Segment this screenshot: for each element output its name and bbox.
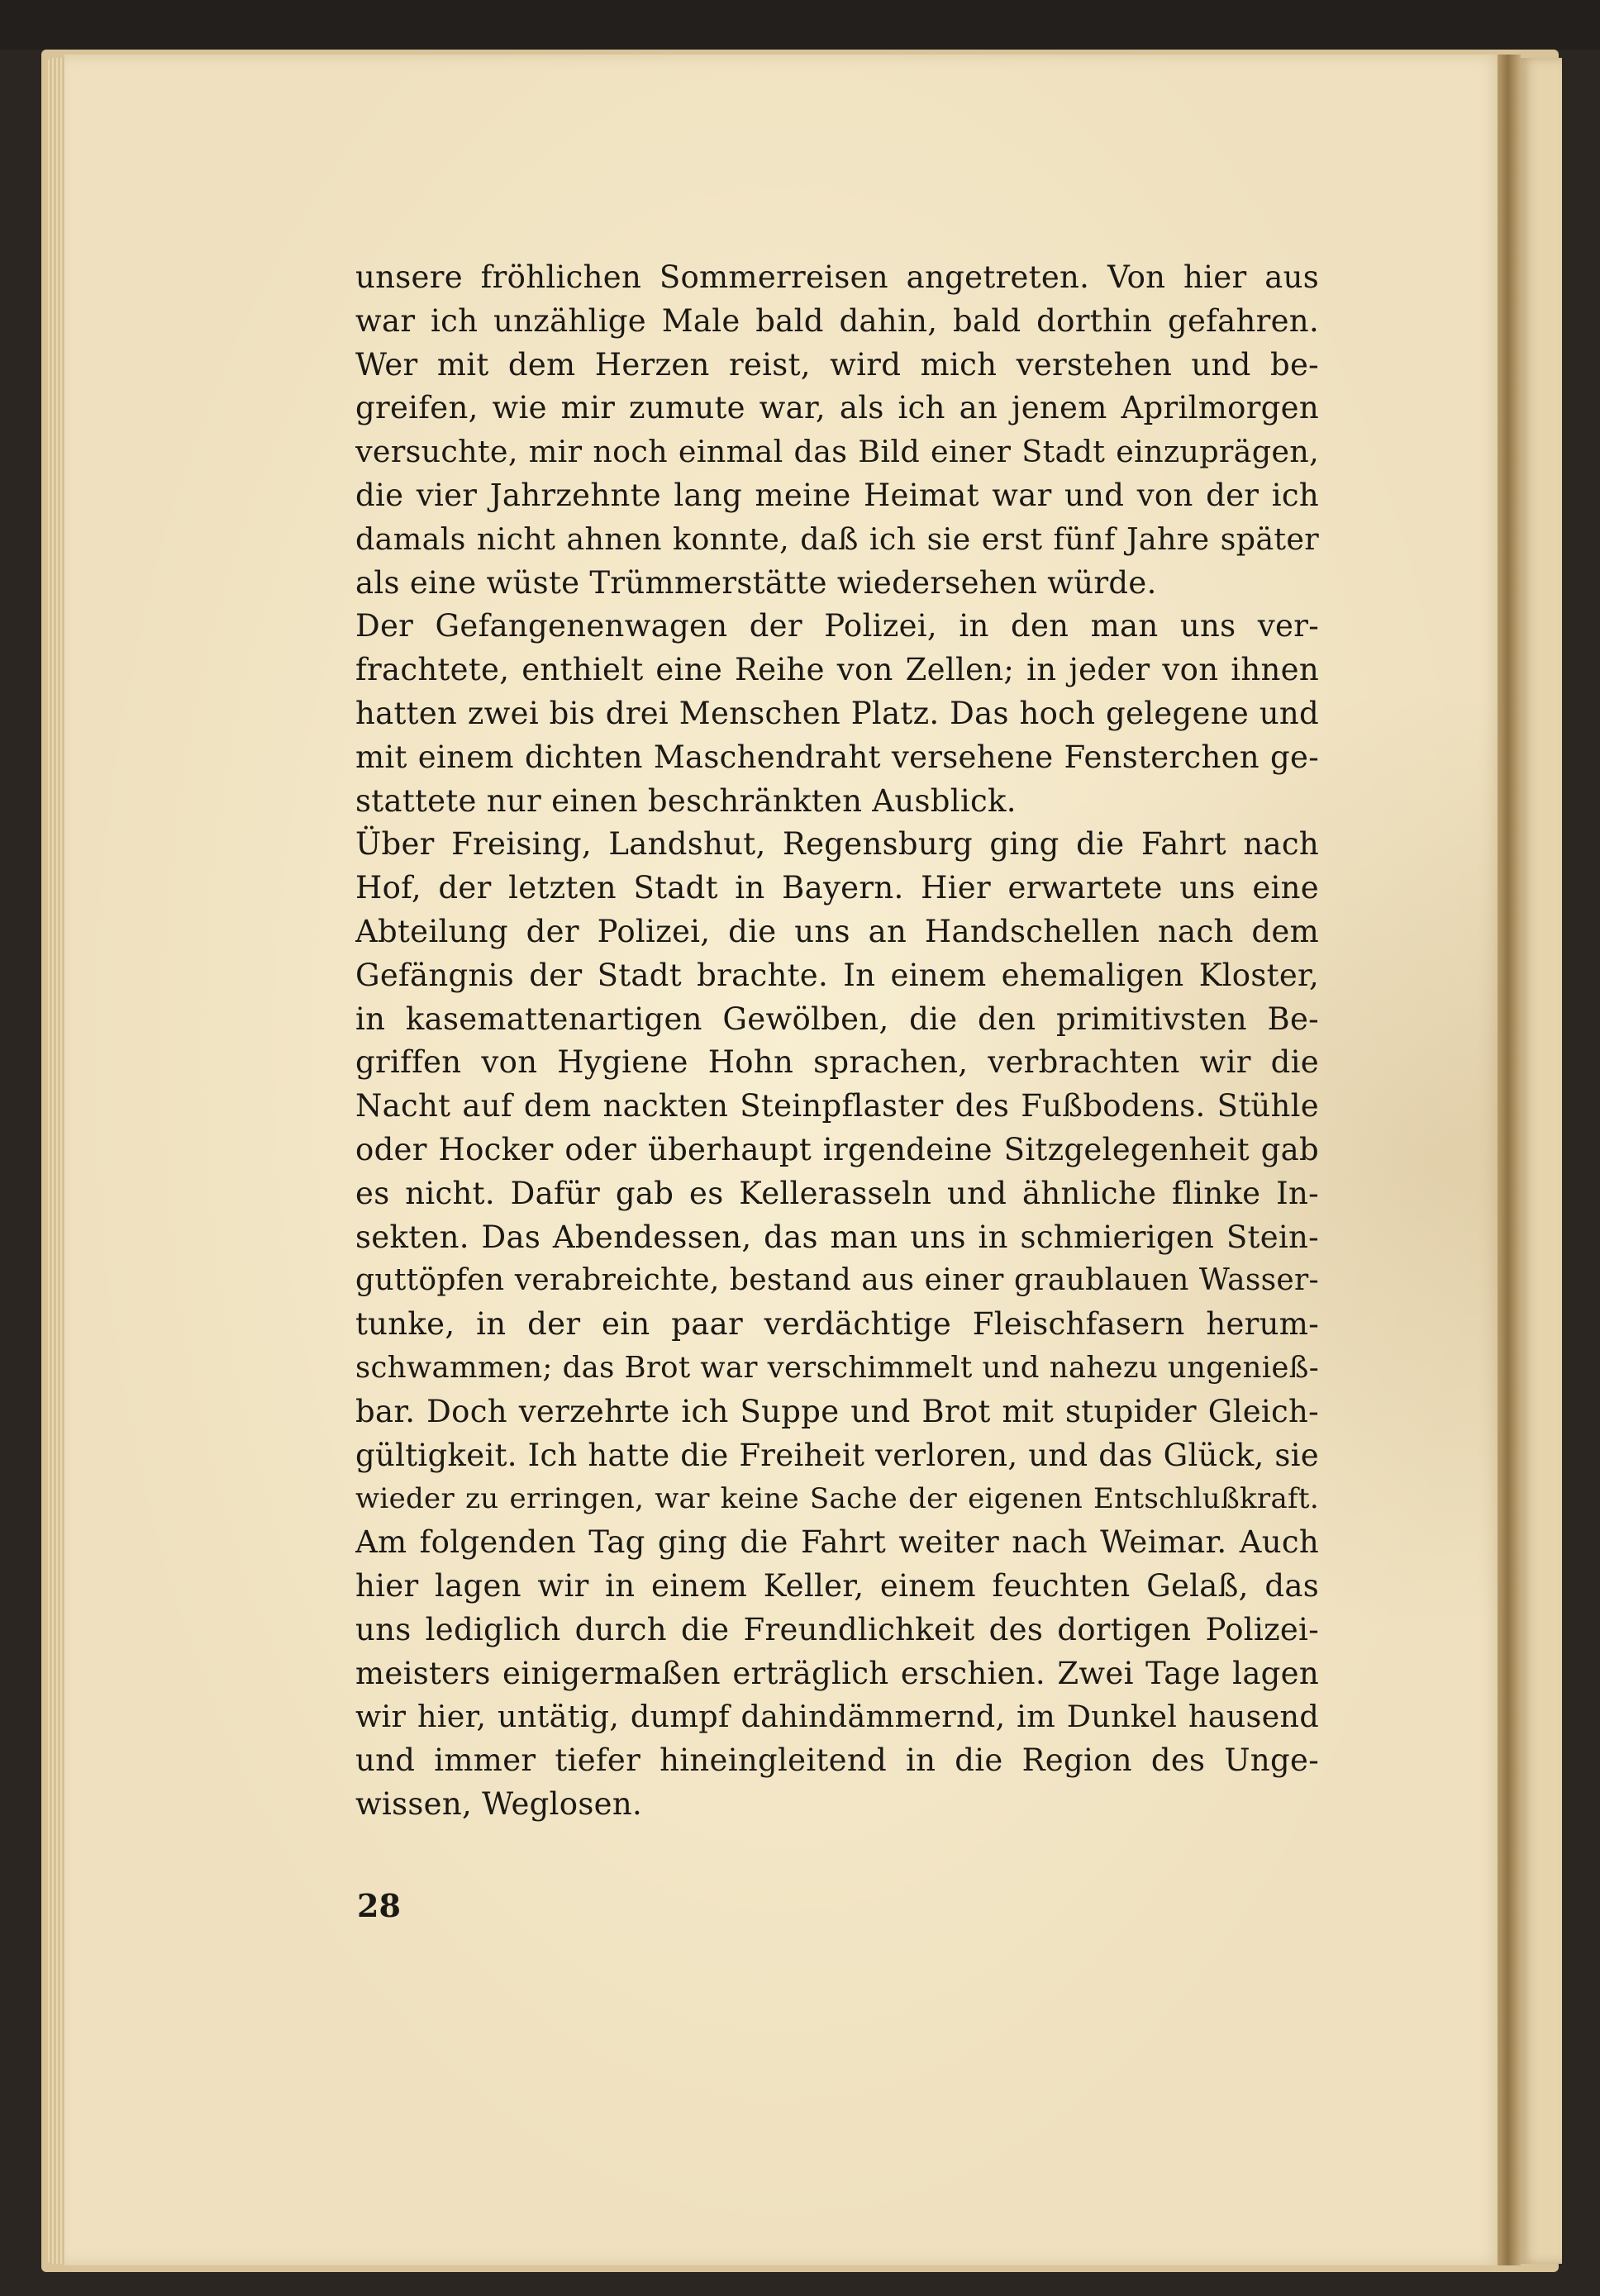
text-line: war ich unzählige Male bald dahin, bald dorthin gefahren. bbox=[355, 302, 1319, 339]
body-text bbox=[355, 256, 1319, 1827]
scan-backdrop bbox=[0, 0, 1600, 50]
facing-page-edge bbox=[1521, 58, 1562, 2264]
text-line: meisters einigermaßen erträglich erschien. Zwei Tage lagen bbox=[355, 1655, 1319, 1691]
text-line: wissen, Weglosen. bbox=[355, 1785, 643, 1822]
text-line: schwammen; das Brot war verschimmelt und nahezu ungenieß- bbox=[355, 1350, 1319, 1385]
text-line: gültigkeit. Ich hatte die Freiheit verloren, und das Glück, sie bbox=[355, 1437, 1319, 1473]
text-line: Über Freising, Landshut, Regensburg ging die Fahrt nach bbox=[355, 826, 1319, 863]
text-line: Der Gefangenenwagen der Polizei, in den man uns ver- bbox=[355, 608, 1319, 644]
text-line: tunke, in der ein paar verdächtige Fleischfasern herum- bbox=[355, 1306, 1319, 1343]
text-line: als eine wüste Trümmerstätte wiedersehen würde. bbox=[355, 564, 1157, 601]
text-line: es nicht. Dafür gab es Kellerasseln und ähnliche flinke In- bbox=[355, 1175, 1319, 1211]
text-line: hatten zwei bis drei Menschen Platz. Das hoch gelegene und bbox=[355, 695, 1319, 731]
text-line: wir hier, untätig, dumpf dahindämmernd, im Dunkel hausend bbox=[355, 1699, 1319, 1735]
text-line: sekten. Das Abendessen, das man uns in schmierigen Stein- bbox=[355, 1219, 1319, 1255]
text-line: Wer mit dem Herzen reist, wird mich verstehen und be- bbox=[355, 346, 1319, 383]
text-line: guttöpfen verabreichte, bestand aus einer graublauen Wasser- bbox=[355, 1263, 1319, 1298]
text-line: uns lediglich durch die Freundlichkeit des dortigen Polizei- bbox=[355, 1611, 1319, 1647]
text-line: unsere fröhlichen Sommerreisen angetreten. Von hier aus bbox=[355, 259, 1319, 295]
text-line: Abteilung der Polizei, die uns an Handschellen nach dem bbox=[355, 913, 1319, 949]
text-line: mit einem dichten Maschendraht versehene Fensterchen ge- bbox=[355, 739, 1319, 775]
text-line: Gefängnis der Stadt brachte. In einem ehemaligen Kloster, bbox=[355, 957, 1319, 993]
text-line: bar. Doch verzehrte ich Suppe und Brot mit stupider Gleich- bbox=[355, 1393, 1319, 1429]
text-line: Hof, der letzten Stadt in Bayern. Hier erwartete uns eine bbox=[355, 870, 1319, 906]
text-line: in kasemattenartigen Gewölben, die den primitivsten Be- bbox=[355, 1001, 1319, 1037]
text-line: hier lagen wir in einem Keller, einem feuchten Gelaß, das bbox=[355, 1567, 1319, 1604]
text-line: frachtete, enthielt eine Reihe von Zellen; in jeder von ihnen bbox=[355, 652, 1319, 688]
text-line: stattete nur einen beschränkten Ausblick. bbox=[355, 782, 1017, 819]
text-line: griffen von Hygiene Hohn sprachen, verbrachten wir die bbox=[355, 1044, 1319, 1081]
text-line: wieder zu erringen, war keine Sache der eigenen Entschlußkraft. bbox=[355, 1482, 1319, 1516]
text-line: oder Hocker oder überhaupt irgendeine Sitzgelegenheit gab bbox=[355, 1131, 1319, 1167]
text-line: die vier Jahrzehnte lang meine Heimat war und von der ich bbox=[355, 477, 1319, 513]
text-line: greifen, wie mir zumute war, als ich an jenem Aprilmorgen bbox=[355, 390, 1319, 426]
text-line: versuchte, mir noch einmal das Bild einer Stadt einzuprägen, bbox=[355, 434, 1319, 470]
text-line: Nacht auf dem nackten Steinpflaster des Fußbodens. Stühle bbox=[355, 1088, 1319, 1124]
book-gutter bbox=[1498, 55, 1521, 2265]
text-line: Am folgenden Tag ging die Fahrt weiter nach Weimar. Auch bbox=[355, 1524, 1319, 1561]
page-number: 28 bbox=[357, 1887, 401, 1924]
text-line: damals nicht ahnen konnte, daß ich sie erst fünf Jahre später bbox=[355, 521, 1319, 557]
text-line: und immer tiefer hineingleitend in die Region des Unge- bbox=[355, 1742, 1319, 1779]
